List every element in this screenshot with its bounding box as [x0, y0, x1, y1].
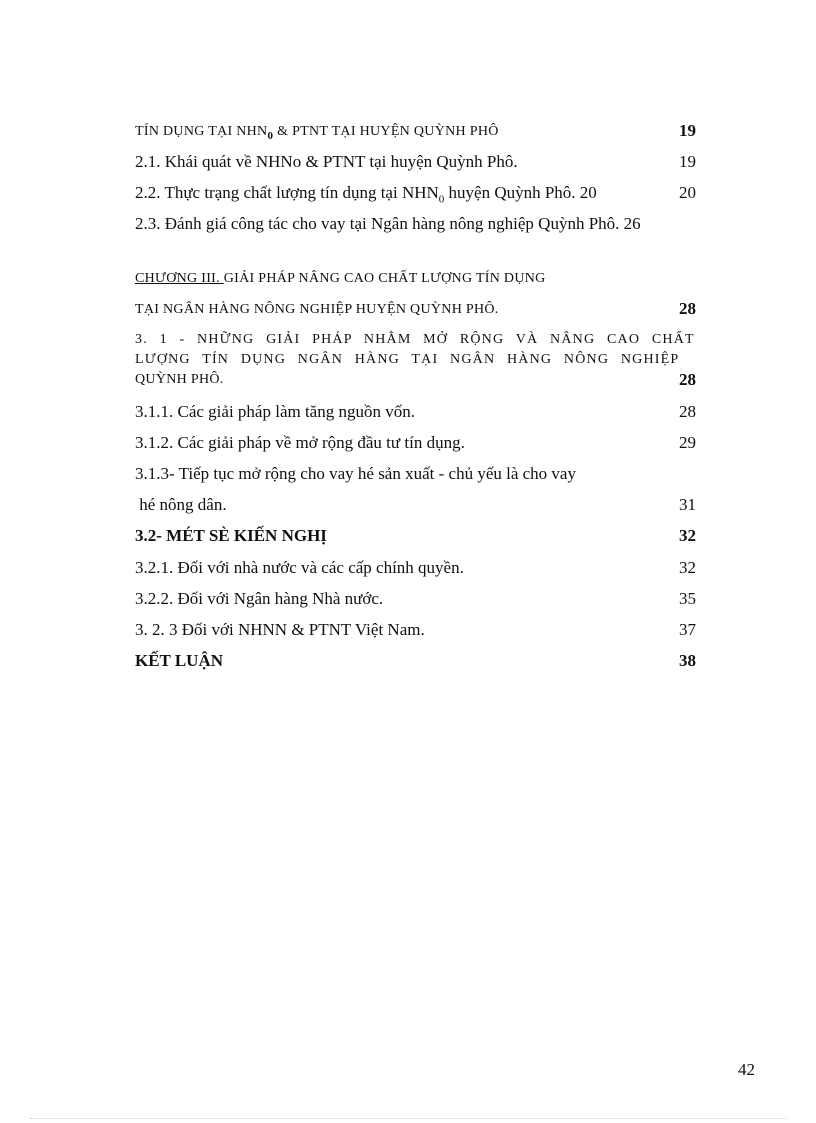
toc-entry-3-2-2: 3.2.2. Đối với Ngân hàng Nhà nước.	[135, 589, 384, 608]
toc-page-number: 37	[679, 620, 696, 639]
toc-entry-2-2	[135, 183, 597, 209]
toc-section-3-1-line3: QUỲNH PHÔ.	[135, 372, 224, 387]
toc-page-number: 32	[679, 558, 696, 577]
toc-page-number: 31	[679, 495, 696, 514]
toc-conclusion: KẾT LUẬN	[135, 651, 224, 670]
toc-entry-3-1-2: 3.1.2. Các giải pháp về mở rộng đầu tư tín dụng.	[135, 433, 465, 452]
toc-entry-3-2-1: 3.2.1. Đối với nhà nước và các cấp chính quyền.	[135, 558, 464, 577]
toc-entry-subscript: 0	[438, 193, 445, 206]
toc-page-number: 20	[679, 183, 696, 202]
toc-page-number: 38	[679, 651, 696, 670]
toc-entry-text: 2.2. Thực trạng chất lượng tín dụng tại NHN	[135, 183, 439, 202]
toc-page-number: 28	[679, 402, 696, 421]
toc-page-number: 28	[679, 299, 696, 318]
toc-chapter-3-heading	[135, 269, 546, 289]
toc-entry-2-3: 2.3. Đánh giá công tác cho vay tại Ngân hàng nông nghiệp Quỳnh Phô. 26	[135, 214, 641, 233]
toc-entry-2-1: 2.1. Khái quát về NHNo & PTNT tại huyện Quỳnh Phô.	[135, 152, 518, 171]
toc-chapter-label: CHƯƠNG III.	[135, 271, 224, 286]
toc-entry-3-1-3-line1: 3.1.3- Tiếp tục mở rộng cho vay hé sản xuất - chủ yếu là cho vay	[135, 464, 576, 483]
toc-page-number: 32	[679, 526, 696, 545]
page-number: 42	[738, 1060, 755, 1079]
toc-page-number: 35	[679, 589, 696, 608]
toc-entry-text: huyện Quỳnh Phô. 20	[444, 183, 597, 202]
toc-entry-3-1-3-line2: hé nông dân.	[135, 495, 227, 514]
toc-page-number: 19	[679, 152, 696, 171]
toc-chapter-3-heading-line2: TẠI NGÂN HÀNG NÔNG NGHIỆP HUYỆN QUỲNH PHÔ.	[135, 302, 499, 317]
toc-page-number: 29	[679, 433, 696, 452]
toc-section-3-1-line2: LƯỢNG TÍN DỤNG NGÂN HÀNG TẠI NGÂN HÀNG NÔNG NGHIỆP	[135, 352, 680, 367]
toc-section-3-2-heading: 3.2- MÉT SÈ KIẾN NGHỊ	[135, 526, 327, 545]
page-bottom-divider	[30, 1118, 786, 1119]
toc-entry-text: & PTNT TẠI HUYỆN QUỲNH PHÔ	[273, 124, 499, 139]
toc-section-3-1-line1: 3. 1 - NHỮNG GIẢI PHÁP NHẰM MỞ RỘNG VÀ NÂNG CAO CHẤT	[135, 332, 695, 347]
toc-section-2-heading	[135, 122, 499, 146]
toc-entry-3-2-3: 3. 2. 3 Đối với NHNN & PTNT Việt Nam.	[135, 620, 425, 639]
toc-page-number: 28	[679, 370, 696, 389]
toc-entry-text: TÍN DỤNG TẠI NHN	[135, 124, 268, 139]
toc-page-number: 19	[679, 121, 696, 140]
toc-entry-subscript: 0	[267, 129, 274, 142]
toc-entry-text: GIẢI PHÁP NÂNG CAO CHẤT LƯỢNG TÍN DỤNG	[223, 271, 546, 286]
toc-entry-3-1-1: 3.1.1. Các giải pháp làm tăng nguồn vốn.	[135, 402, 415, 421]
